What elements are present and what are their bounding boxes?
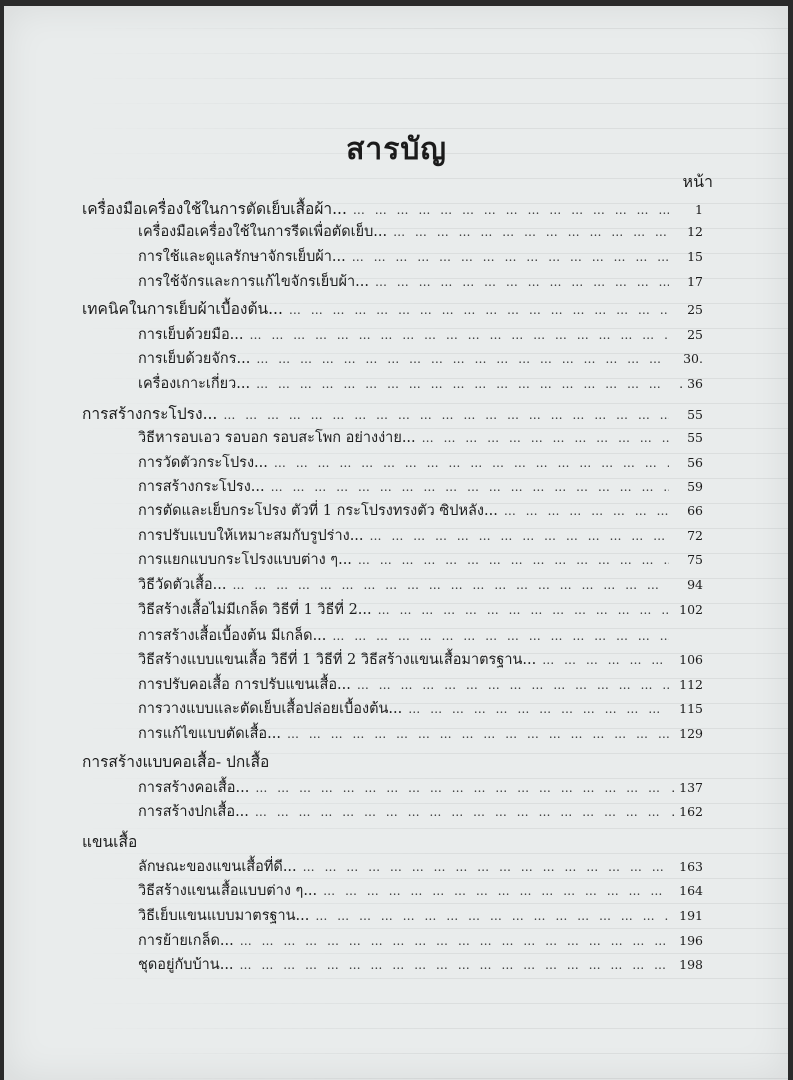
- toc-entry-title: การปรับคอเสื้อ การปรับแขนเสื้อ...: [138, 677, 351, 693]
- toc-leader-dots: [357, 678, 669, 692]
- toc-subentry: [138, 673, 703, 695]
- toc-page-number: 102: [679, 602, 703, 617]
- toc-page-number: 198: [679, 957, 703, 972]
- toc-subentry: [138, 904, 703, 926]
- toc-entry-title: วิธีสร้างเสื้อไม่มีเกล็ด วิธีที่ 1 วิธีที่ 2...: [138, 602, 372, 618]
- toc-entry-title: การสร้างปกเสื้อ...: [138, 804, 249, 820]
- toc-subentry: [138, 953, 703, 975]
- toc-leader-dots: [375, 275, 669, 289]
- toc-subentry: [138, 624, 703, 646]
- toc-page-number: 55: [687, 407, 703, 422]
- toc-entry-title: การแก้ไขแบบตัดเสื้อ...: [138, 726, 281, 742]
- toc-subentry: [138, 776, 703, 798]
- toc-leader-dots: [271, 480, 669, 494]
- toc-leader-dots: [240, 934, 669, 948]
- toc-subentry: [138, 879, 703, 901]
- toc-entry-title: เทคนิคในการเย็บผ้าเบื้องต้น...: [82, 300, 283, 318]
- toc-leader-dots: [255, 805, 665, 819]
- toc-leader-dots: [289, 303, 669, 317]
- toc-entry-title: วิธีวัดตัวเสื้อ...: [138, 577, 227, 593]
- toc-leader-dots: [287, 727, 669, 741]
- toc-leader-dots: [393, 225, 669, 239]
- toc-entry-title: การใช้จักรและการแก้ไขจักรเย็บผ้า...: [138, 274, 369, 290]
- toc-subentry: [138, 524, 703, 546]
- toc-subentry: [138, 220, 703, 242]
- toc-subentry: [138, 426, 703, 448]
- toc-entry-title: วิธีสร้างแขนเสื้อแบบต่าง ๆ...: [138, 883, 318, 899]
- toc-entry-title: ชุดอยู่กับบ้าน...: [138, 957, 234, 973]
- toc-leader-dots: [232, 578, 669, 592]
- toc-entry-title: เครื่องเกาะเกี่ยว...: [138, 376, 251, 392]
- toc-page-number: 191: [679, 908, 703, 923]
- toc-page-number: 12: [687, 224, 703, 239]
- toc-leader-dots: [408, 702, 669, 716]
- toc-page-number: . 36: [679, 376, 703, 391]
- toc-page-number: 129: [679, 726, 703, 741]
- toc-leader-dots: [370, 529, 669, 543]
- toc-page-number: 59: [687, 479, 703, 494]
- toc-entry-title: การเย็บด้วยจักร...: [138, 351, 251, 367]
- toc-entry-title: การสร้างกระโปรง...: [138, 479, 265, 495]
- toc-leader-dots: [256, 352, 669, 366]
- toc-entry-title: การวัดตัวกระโปรง...: [138, 455, 268, 471]
- toc-page-number: 30.: [683, 351, 703, 366]
- toc-leader-dots: [353, 203, 669, 217]
- toc-leader-dots: [332, 629, 669, 643]
- toc-page-number: 164: [679, 883, 703, 898]
- toc-entry-title: การสร้างคอเสื้อ...: [138, 780, 250, 796]
- toc-entry-title: การสร้างกระโปรง...: [82, 405, 218, 423]
- toc-page-number: 106: [679, 652, 703, 667]
- toc-page-number: 55: [687, 430, 703, 445]
- toc-leader-dots: [256, 377, 669, 391]
- toc-section-entry: [82, 296, 703, 318]
- toc-subentry: [138, 800, 703, 822]
- toc-subentry: [138, 855, 703, 877]
- toc-page-number: 163: [679, 859, 703, 874]
- toc-page-number: . 137: [671, 780, 703, 795]
- toc-leader-dots: [323, 884, 669, 898]
- page-title: สารบัญ: [346, 132, 447, 167]
- toc-subentry: [138, 573, 703, 595]
- toc-subentry: [138, 548, 703, 570]
- toc-subentry: [138, 372, 703, 394]
- toc-leader-dots: [255, 781, 665, 795]
- toc-entry-title: วิธีสร้างแบบแขนเสื้อ วิธีที่ 1 วิธีที่ 2 วิธีสร้างแขนเสื้อมาตรฐาน...: [138, 652, 537, 668]
- toc-page-number: 196: [679, 933, 703, 948]
- toc-page-number: 75: [687, 552, 703, 567]
- toc-page-number: 94: [687, 577, 703, 592]
- toc-subentry: [138, 245, 703, 267]
- toc-leader-dots: [542, 653, 669, 667]
- toc-leader-dots: [250, 328, 669, 342]
- toc-entry-title: การวางแบบและตัดเย็บเสื้อปล่อยเบื้องต้น...: [138, 701, 403, 717]
- toc-subentry: [138, 475, 703, 497]
- toc-entry-title: แขนเสื้อ: [82, 833, 138, 851]
- toc-page-number: 25: [687, 327, 703, 342]
- toc-entry-title: การปรับแบบให้เหมาะสมกับรูปร่าง...: [138, 528, 364, 544]
- toc-entry-title: เครื่องมือเครื่องใช้ในการตัดเย็บเสื้อผ้า...: [82, 200, 347, 218]
- toc-entry-title: ลักษณะของแขนเสื้อที่ดี...: [138, 859, 297, 875]
- toc-subentry: [138, 323, 703, 345]
- toc-entry-title: เครื่องมือเครื่องใช้ในการรีดเพื่อตัดเย็บ...: [138, 224, 388, 240]
- toc-subentry: [138, 722, 703, 744]
- toc-subentry: [138, 648, 703, 670]
- toc-entry-title: การใช้และดูแลรักษาจักรเย็บผ้า...: [138, 249, 346, 265]
- toc-subentry: [138, 347, 703, 369]
- toc-leader-dots: [504, 504, 669, 518]
- toc-page-number: 1: [695, 202, 703, 217]
- toc-subentry: [138, 270, 703, 292]
- toc-leader-dots: [274, 456, 669, 470]
- toc-section-entry: [82, 401, 703, 423]
- toc-leader-dots: [303, 860, 669, 874]
- toc-page-number: 112: [679, 677, 703, 692]
- toc-entry-title: การสร้างแบบคอเสื้อ- ปกเสื้อ: [82, 753, 270, 771]
- toc-entry-title: การเย็บด้วยมือ...: [138, 327, 244, 343]
- toc-section-entry: [82, 196, 703, 218]
- toc-section-entry: [82, 829, 703, 851]
- toc-section-entry: [82, 749, 703, 771]
- toc-entry-title: วิธีหารอบเอว รอบอก รอบสะโพก อย่างง่าย...: [138, 430, 416, 446]
- toc-subentry: [138, 929, 703, 951]
- page-column-header: หน้า: [682, 172, 713, 191]
- toc-subentry: [138, 697, 703, 719]
- toc-page-number: 72: [687, 528, 703, 543]
- toc-leader-dots: [352, 250, 669, 264]
- toc-page-number: 115: [679, 701, 703, 716]
- toc-entry-title: การสร้างเสื้อเบื้องต้น มีเกล็ด...: [138, 628, 327, 644]
- toc-subentry: [138, 598, 703, 620]
- toc-page-number: 66: [687, 503, 703, 518]
- toc-page-number: 25: [687, 302, 703, 317]
- toc-subentry: [138, 451, 703, 473]
- toc-leader-dots: [422, 431, 669, 445]
- toc-leader-dots: [378, 603, 669, 617]
- toc-page-number: 56: [687, 455, 703, 470]
- toc-leader-dots: [223, 408, 669, 422]
- toc-leader-dots: [358, 553, 669, 567]
- toc-page-number: 17: [687, 274, 703, 289]
- toc-entry-title: การตัดและเย็บกระโปรง ตัวที่ 1 กระโปรงทรงตัว ซิปหลัง...: [138, 503, 498, 519]
- toc-entry-title: การย้ายเกล็ด...: [138, 933, 234, 949]
- toc-page-number: . 162: [671, 804, 703, 819]
- toc-entry-title: การแยกแบบกระโปรงแบบต่าง ๆ...: [138, 552, 352, 568]
- toc-subentry: [138, 499, 703, 521]
- toc-page-number: 15: [687, 249, 703, 264]
- toc-leader-dots: [315, 909, 669, 923]
- toc-leader-dots: [240, 958, 669, 972]
- toc-entry-title: วิธีเย็บแขนแบบมาตรฐาน...: [138, 908, 310, 924]
